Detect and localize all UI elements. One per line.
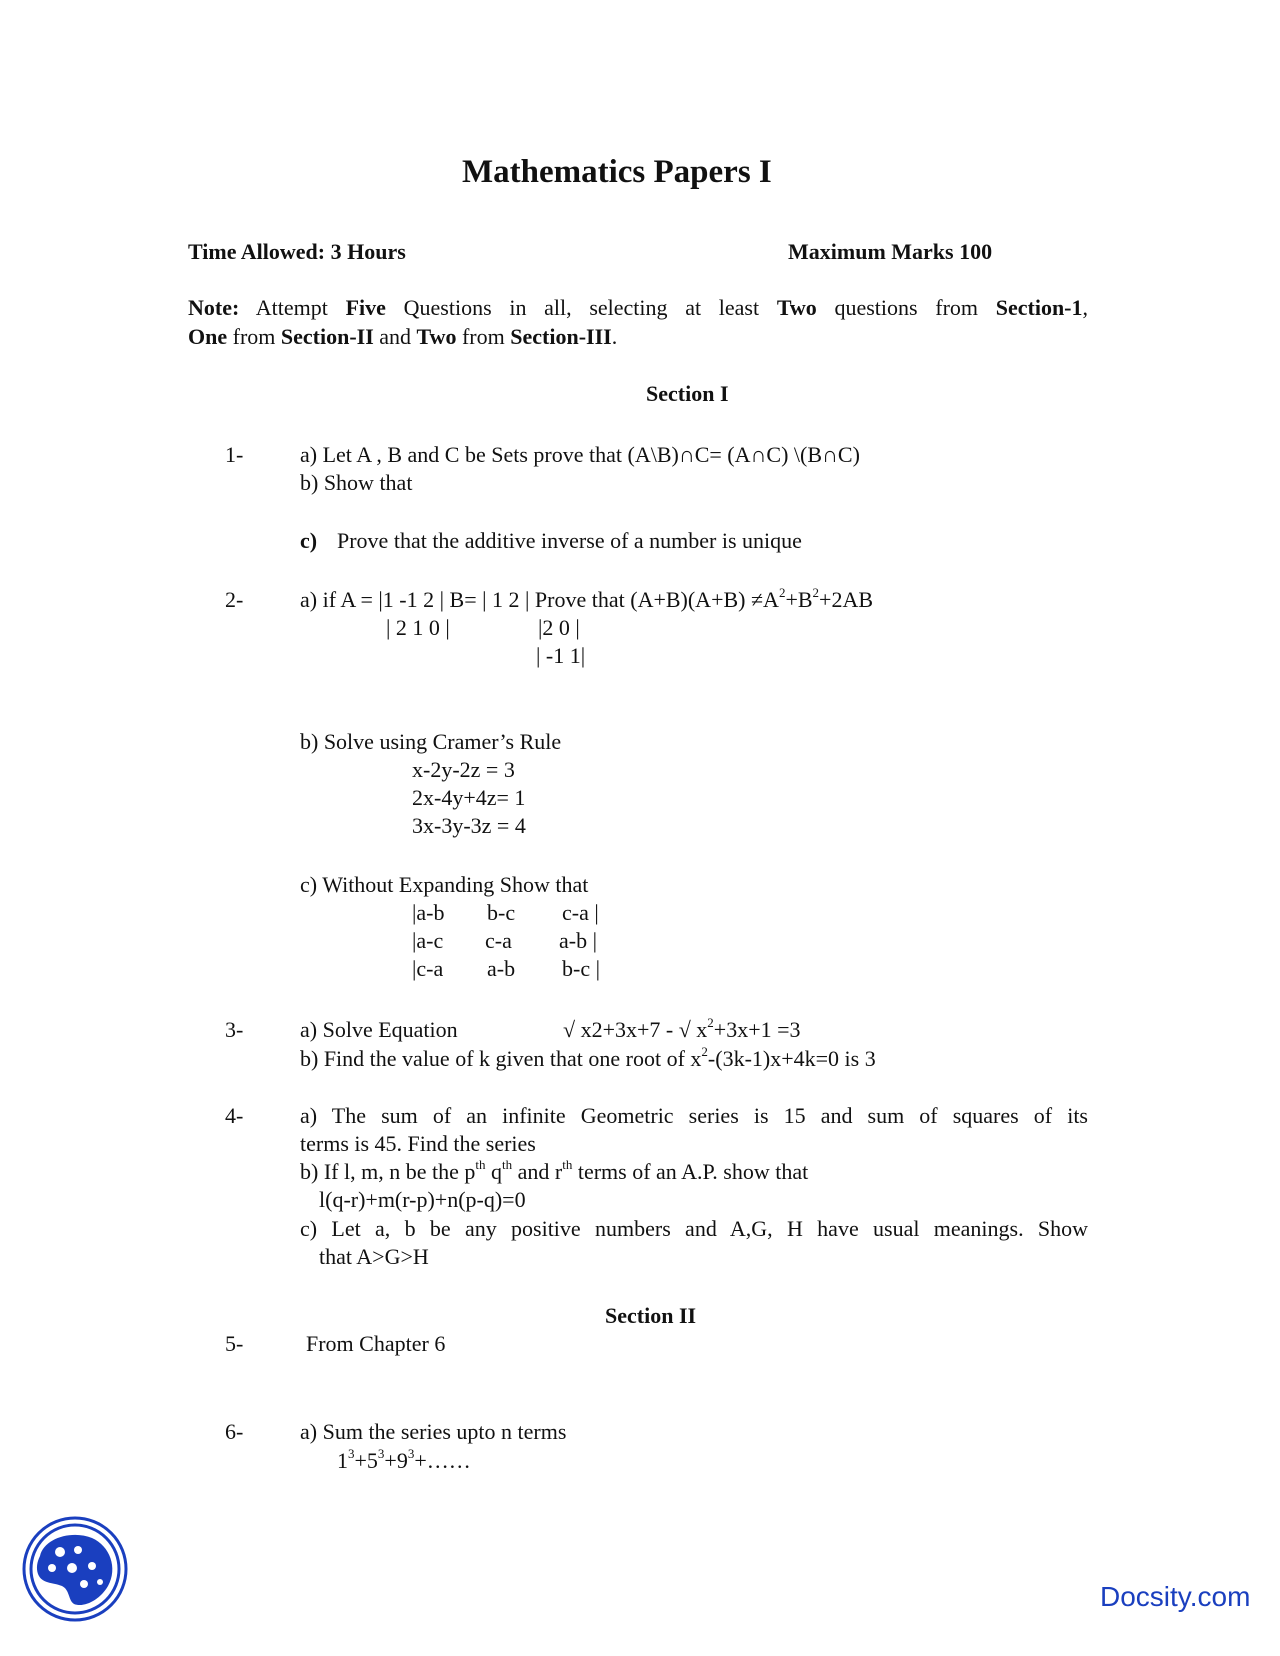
q1-part-b: b) Show that	[300, 470, 413, 495]
q4-part-a-line-1: a) The sum of an infinite Geometric series is 15 and sum of squares of its	[300, 1103, 1088, 1128]
q1-part-c-label: c)	[300, 528, 318, 553]
section-2-heading: Section II	[605, 1303, 697, 1328]
cramer-eq-2: 2x-4y+4z= 1	[412, 785, 526, 810]
det-row-2-col-3: a-b |	[559, 928, 597, 953]
q3-part-b: b) Find the value of k given that one root of $x^2-(3k-1)x+4k=0$ is 3	[300, 1043, 876, 1071]
matrix-b-row-2: |2 0 |	[538, 615, 580, 640]
note-line-1: Note: Attempt Five Questions in all, selecting at least Two questions from Section-1,	[188, 295, 1088, 320]
q6-number: 6-	[225, 1419, 244, 1444]
q2-part-a: a) if A = |1 -1 2 | B= | 1 2 | Prove that $(A+B)(A+B) \ne A^2+B^2+2AB$	[300, 584, 874, 612]
matrix-b-row-3: | -1 1|	[536, 643, 586, 668]
maximum-marks: Maximum Marks 100	[788, 239, 993, 264]
det-row-3-col-2: a-b	[487, 956, 516, 981]
det-row-3-col-1: |c-a	[412, 956, 444, 981]
det-row-1-col-2: b-c	[487, 900, 516, 925]
det-row-3-col-3: b-c |	[562, 956, 600, 981]
q3-equation: √ x2+3x+7 - √ $x^2+3x+1 =3$	[563, 1014, 801, 1042]
cramer-eq-3: 3x-3y-3z = 4	[412, 813, 526, 838]
docsity-logo-icon	[22, 1516, 128, 1622]
det-row-1-col-1: |a-b	[412, 900, 445, 925]
page-title: Mathematics Papers I	[462, 154, 772, 190]
q4-part-c-line-2: that A>G>H	[319, 1244, 429, 1269]
docsity-brand-link[interactable]: Docsity.com	[1100, 1581, 1251, 1612]
q6-part-a: a) Sum the series upto n terms	[300, 1419, 567, 1444]
q1-part-a: a) Let A , B and C be Sets prove that (A\B)∩C= (A∩C) \(B∩C)	[300, 442, 860, 467]
q5-text: From Chapter 6	[306, 1331, 446, 1356]
q1-part-c-text: Prove that the additive inverse of a number is unique	[337, 528, 802, 553]
q5-number: 5-	[225, 1331, 244, 1356]
q3-number: 3-	[225, 1017, 244, 1042]
q6-series: $1^3+5^3+9^3+\dots\dots$	[337, 1445, 471, 1473]
note-line-2: One from Section-II and Two from Section-III.	[188, 324, 618, 349]
q2-number: 2-	[225, 587, 244, 612]
q2-part-c: c) Without Expanding Show that	[300, 872, 589, 897]
q2-part-b: b) Solve using Cramer’s Rule	[300, 729, 562, 754]
q1-number: 1-	[225, 442, 244, 467]
q4-part-c-line-1: c) Let a, b be any positive numbers and A,G, H have usual meanings. Show	[300, 1216, 1088, 1241]
time-allowed: Time Allowed: 3 Hours	[188, 239, 406, 264]
det-row-2-col-2: c-a	[485, 928, 512, 953]
cramer-eq-1: x-2y-2z = 3	[412, 757, 515, 782]
q4-number: 4-	[225, 1103, 244, 1128]
matrix-a-row-2: | 2 1 0 |	[386, 615, 450, 640]
q4-part-b: b) If l, m, n be the $p^{th}$ $q^{th}$ and $r^{th}$ terms of an A.P. show that	[300, 1156, 809, 1184]
q3-part-a: a) Solve Equation	[300, 1017, 458, 1042]
det-row-1-col-3: c-a |	[562, 900, 599, 925]
det-row-2-col-1: |a-c	[412, 928, 444, 953]
q4-part-a-line-2: terms is 45. Find the series	[300, 1131, 536, 1156]
q4-part-b-line-2: l(q-r)+m(r-p)+n(p-q)=0	[319, 1187, 526, 1212]
section-1-heading: Section I	[646, 381, 729, 406]
